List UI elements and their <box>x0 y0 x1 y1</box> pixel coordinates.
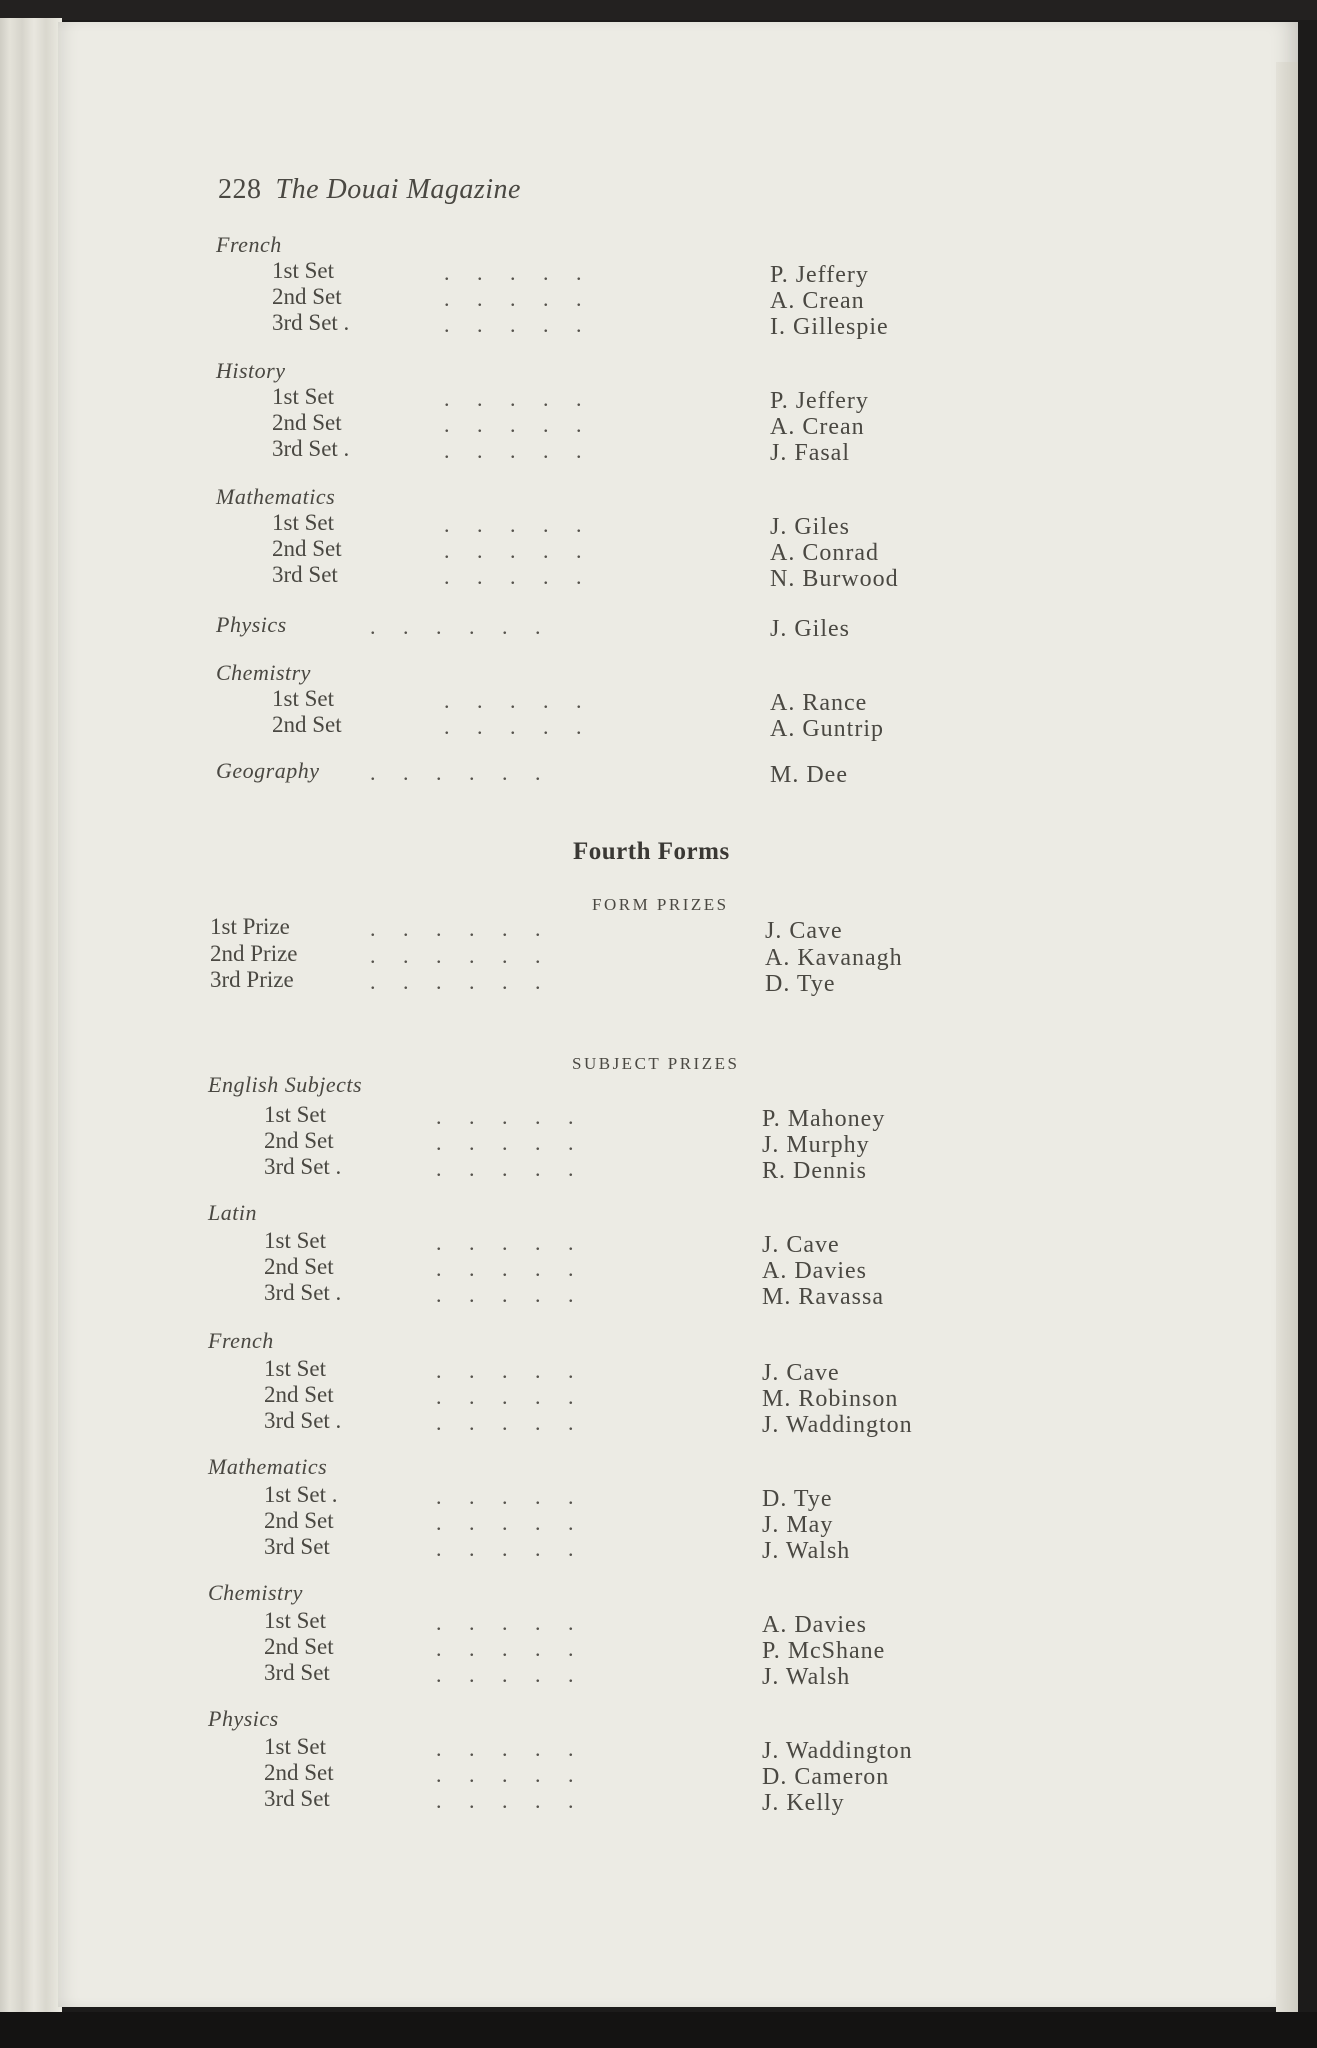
dot-leader: . . . . . <box>444 512 582 537</box>
set-label: 1st Set <box>272 686 334 711</box>
winner-name: A. Rance <box>770 690 868 716</box>
winner-name: A. Conrad <box>770 540 879 566</box>
set-label: 3rd Set . <box>272 436 350 461</box>
set-label: 2nd Set <box>272 284 342 309</box>
winner-name: A. Kavanagh <box>765 945 903 971</box>
dot-leader: . . . . . <box>444 286 582 311</box>
winner-name: A. Guntrip <box>770 716 884 742</box>
page-stack-edge <box>0 18 62 2013</box>
dot-leader: . . . . . <box>444 688 582 713</box>
magazine-title: The Douai Magazine <box>275 174 521 205</box>
winner-name: M. Dee <box>770 762 848 788</box>
set-label: 1st Set <box>264 1608 326 1633</box>
dot-leader: . . . . . <box>436 1762 574 1787</box>
dot-leader: . . . . . . <box>370 760 541 785</box>
set-label: 2nd Set <box>272 536 342 561</box>
winner-name: J. Kelly <box>762 1790 845 1816</box>
set-label: 3rd Set <box>264 1660 330 1685</box>
set-label: 2nd Set <box>264 1508 334 1533</box>
winner-name: P. Mahoney <box>762 1106 886 1132</box>
dot-leader: . . . . . <box>436 1104 574 1129</box>
set-label: 1st Set <box>264 1102 326 1127</box>
dot-leader: . . . . . <box>436 1610 574 1635</box>
dot-leader: . . . . . <box>444 386 582 411</box>
dot-leader: . . . . . <box>444 714 582 739</box>
subject-heading: Geography <box>216 758 320 783</box>
winner-name: A. Crean <box>770 414 865 440</box>
set-label: 1st Set <box>272 384 334 409</box>
set-label: 3rd Set <box>272 562 338 587</box>
dot-leader: . . . . . <box>436 1636 574 1661</box>
set-label: 2nd Set <box>264 1382 334 1407</box>
winner-name: I. Gillespie <box>770 314 889 340</box>
winner-name: R. Dennis <box>762 1158 867 1184</box>
set-label: 2nd Set <box>264 1634 334 1659</box>
set-label: 1st Set <box>272 510 334 535</box>
dot-leader: . . . . . <box>436 1256 574 1281</box>
subject-heading: Chemistry <box>208 1580 303 1605</box>
set-label: 1st Set <box>264 1356 326 1381</box>
dot-leader: . . . . . <box>436 1230 574 1255</box>
page-number: 228 <box>218 174 262 205</box>
dot-leader: . . . . . <box>436 1410 574 1435</box>
subject-heading: History <box>216 358 286 383</box>
set-label: 1st Set <box>264 1228 326 1253</box>
subject-heading: French <box>216 232 282 257</box>
subject-heading: French <box>208 1328 274 1353</box>
dot-leader: . . . . . . <box>370 614 541 639</box>
subject-heading: Latin <box>208 1200 257 1225</box>
subject-heading: Mathematics <box>208 1454 328 1479</box>
set-label: 3rd Set <box>264 1534 330 1559</box>
set-label: 2nd Set <box>272 712 342 737</box>
winner-name: N. Burwood <box>770 566 899 592</box>
winner-name: A. Davies <box>762 1258 867 1284</box>
winner-name: D. Tye <box>765 971 836 997</box>
winner-name: P. McShane <box>762 1638 886 1664</box>
subject-heading: Physics <box>216 612 287 637</box>
winner-name: J. Giles <box>770 616 850 642</box>
set-label: 2nd Set <box>264 1760 334 1785</box>
dot-leader: . . . . . . <box>370 969 541 994</box>
page-gutter-shadow <box>1276 62 1298 2022</box>
dot-leader: . . . . . <box>436 1536 574 1561</box>
winner-name: P. Jeffery <box>770 262 869 288</box>
winner-name: M. Ravassa <box>762 1284 884 1310</box>
set-label: 1st Set <box>264 1734 326 1759</box>
dot-leader: . . . . . <box>436 1130 574 1155</box>
subject-heading: Mathematics <box>216 484 336 509</box>
winner-name: M. Robinson <box>762 1386 899 1412</box>
winner-name: J. Waddington <box>762 1412 913 1438</box>
scan-bottom-border <box>0 2012 1317 2048</box>
set-label: 2nd Set <box>264 1254 334 1279</box>
winner-name: J. Fasal <box>770 440 850 466</box>
dot-leader: . . . . . <box>436 1282 574 1307</box>
dot-leader: . . . . . <box>436 1484 574 1509</box>
winner-name: J. Giles <box>770 514 850 540</box>
winner-name: A. Davies <box>762 1612 867 1638</box>
set-label: 1st Set <box>272 258 334 283</box>
subject-heading: Chemistry <box>216 660 311 685</box>
dot-leader: . . . . . <box>444 412 582 437</box>
set-label: 3rd Set . <box>264 1408 342 1433</box>
subject-heading: Physics <box>208 1706 279 1731</box>
winner-name: P. Jeffery <box>770 388 869 414</box>
winner-name: J. Murphy <box>762 1132 870 1158</box>
set-label: 3rd Set . <box>264 1154 342 1179</box>
winner-name: D. Cameron <box>762 1764 890 1790</box>
dot-leader: . . . . . <box>436 1384 574 1409</box>
dot-leader: . . . . . . <box>370 943 541 968</box>
dot-leader: . . . . . <box>444 260 582 285</box>
prize-label: 1st Prize <box>210 914 290 939</box>
dot-leader: . . . . . <box>444 438 582 463</box>
dot-leader: . . . . . <box>436 1510 574 1535</box>
set-label: 2nd Set <box>272 410 342 435</box>
form-prizes-label: FORM PRIZES <box>592 895 729 914</box>
dot-leader: . . . . . . <box>370 916 541 941</box>
set-label: 2nd Set <box>264 1128 334 1153</box>
winner-name: J. Walsh <box>762 1664 851 1690</box>
subject-prizes-label: SUBJECT PRIZES <box>572 1054 740 1073</box>
set-label: 3rd Set <box>264 1786 330 1811</box>
dot-leader: . . . . . <box>436 1156 574 1181</box>
winner-name: A. Crean <box>770 288 865 314</box>
dot-leader: . . . . . <box>444 312 582 337</box>
winner-name: J. Waddington <box>762 1738 913 1764</box>
subject-heading: English Subjects <box>208 1072 363 1097</box>
winner-name: D. Tye <box>762 1486 833 1512</box>
winner-name: J. Cave <box>765 918 843 944</box>
dot-leader: . . . . . <box>436 1788 574 1813</box>
dot-leader: . . . . . <box>436 1358 574 1383</box>
set-label: 3rd Set . <box>272 310 350 335</box>
winner-name: J. Cave <box>762 1232 840 1258</box>
winner-name: J. May <box>762 1512 834 1538</box>
prize-label: 3rd Prize <box>210 967 294 992</box>
dot-leader: . . . . . <box>436 1662 574 1687</box>
scan-top-border <box>0 0 1317 20</box>
section-title: Fourth Forms <box>573 838 730 865</box>
dot-leader: . . . . . <box>444 538 582 563</box>
winner-name: J. Cave <box>762 1360 840 1386</box>
set-label: 1st Set . <box>264 1482 338 1507</box>
running-header <box>218 174 521 206</box>
dot-leader: . . . . . <box>444 564 582 589</box>
set-label: 3rd Set . <box>264 1280 342 1305</box>
prize-label: 2nd Prize <box>210 941 298 966</box>
dot-leader: . . . . . <box>436 1736 574 1761</box>
winner-name: J. Walsh <box>762 1538 851 1564</box>
